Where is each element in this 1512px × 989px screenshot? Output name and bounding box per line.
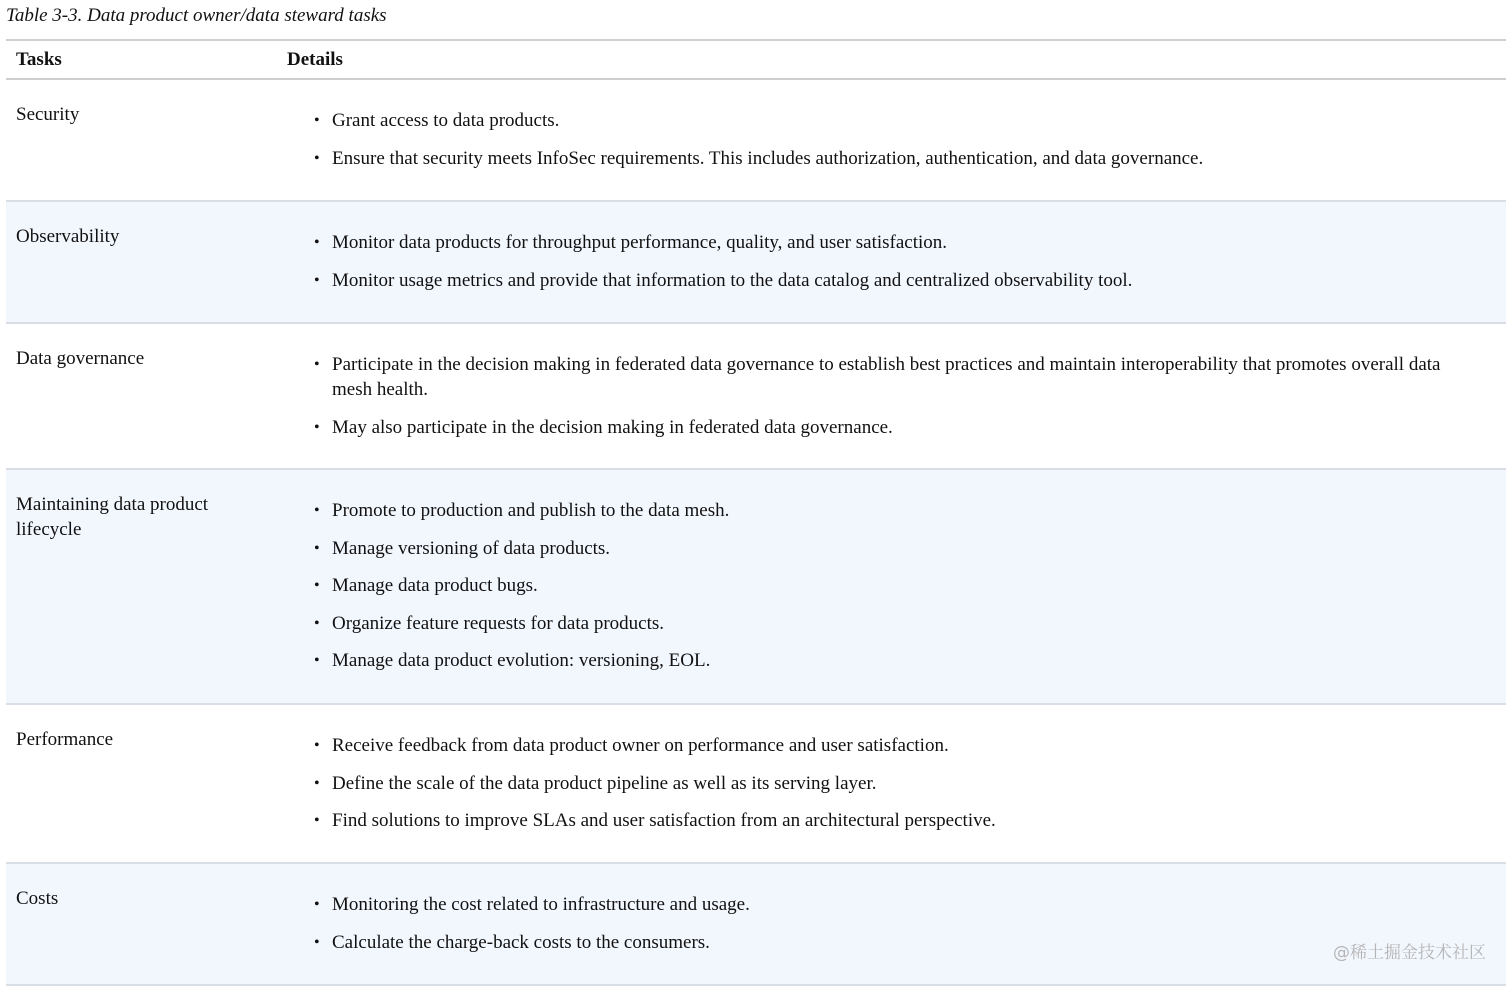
list-item bbox=[314, 611, 1476, 636]
bullet-icon: • bbox=[314, 418, 320, 436]
list-item bbox=[314, 108, 1476, 133]
detail-text: Ensure that security meets InfoSec requirements. This includes authorization, authentication, and data governance. bbox=[332, 147, 1204, 169]
detail-text: Manage versioning of data products. bbox=[332, 537, 611, 559]
list-item bbox=[314, 536, 1476, 561]
table-row bbox=[6, 324, 1506, 470]
tasks-table bbox=[6, 39, 1506, 986]
detail-text: Define the scale of the data product pipeline as well as its serving layer. bbox=[332, 772, 877, 794]
bullet-icon: • bbox=[314, 614, 320, 632]
task-cell: Costs bbox=[16, 888, 59, 909]
header-tasks: Tasks bbox=[16, 48, 62, 70]
bullet-icon: • bbox=[314, 502, 320, 519]
detail-text: Find solutions to improve SLAs and user satisfaction from an architectural perspective. bbox=[332, 810, 996, 831]
details-cell bbox=[287, 80, 1506, 200]
detail-text: Organize feature requests for data products. bbox=[332, 612, 665, 634]
detail-text: Monitor data products for throughput performance, quality, and user satisfaction. bbox=[332, 232, 948, 253]
bullet-icon: • bbox=[314, 149, 320, 167]
table-caption: Table 3-3. Data product owner/data steward tasks bbox=[6, 5, 387, 26]
header-details: Details bbox=[287, 48, 343, 70]
details-list bbox=[287, 108, 1476, 171]
list-item bbox=[314, 268, 1476, 293]
table-row bbox=[6, 470, 1506, 705]
list-item bbox=[314, 930, 1476, 955]
detail-text: Calculate the charge-back costs to the consumers. bbox=[332, 931, 710, 953]
details-cell bbox=[287, 470, 1506, 703]
detail-text: May also participate in the decision making in federated data governance. bbox=[332, 416, 893, 438]
details-list bbox=[287, 230, 1476, 293]
details-list bbox=[287, 733, 1476, 833]
list-item bbox=[314, 498, 1476, 523]
task-cell: Performance bbox=[16, 729, 114, 750]
task-cell: Security bbox=[16, 104, 80, 125]
details-list bbox=[287, 892, 1476, 955]
table-row bbox=[6, 202, 1506, 324]
list-item bbox=[314, 146, 1476, 171]
task-cell: Data governance bbox=[16, 348, 145, 369]
watermark: @稀土掘金技术社区 bbox=[1333, 943, 1486, 963]
list-item bbox=[314, 573, 1476, 598]
list-item bbox=[314, 733, 1476, 758]
bullet-icon: • bbox=[314, 737, 320, 754]
detail-text: Monitoring the cost related to infrastructure and usage. bbox=[332, 894, 750, 915]
details-list bbox=[287, 352, 1476, 440]
detail-text: Promote to production and publish to the data mesh. bbox=[332, 500, 730, 521]
detail-text: Monitor usage metrics and provide that information to the data catalog and centralized observability tool. bbox=[332, 269, 1133, 291]
bullet-icon: • bbox=[314, 539, 320, 557]
bullet-icon: • bbox=[314, 652, 320, 669]
bullet-icon: • bbox=[314, 896, 320, 913]
bullet-icon: • bbox=[314, 234, 320, 251]
details-cell bbox=[287, 202, 1506, 322]
list-item bbox=[314, 648, 1476, 673]
bullet-icon: • bbox=[314, 271, 320, 289]
detail-text: Participate in the decision making in federated data governance to establish best practices and maintain interoperability that promotes overall data mesh health. bbox=[332, 354, 1441, 400]
table-header-row bbox=[6, 41, 1506, 80]
bullet-icon: • bbox=[314, 112, 320, 129]
table-row bbox=[6, 80, 1506, 202]
task-cell: Observability bbox=[16, 226, 120, 247]
list-item bbox=[314, 415, 1476, 440]
detail-text: Receive feedback from data product owner on performance and user satisfaction. bbox=[332, 735, 949, 756]
details-cell bbox=[287, 705, 1506, 862]
list-item bbox=[314, 230, 1476, 255]
list-item bbox=[314, 352, 1476, 402]
bullet-icon: • bbox=[314, 933, 320, 951]
detail-text: Manage data product evolution: versioning, EOL. bbox=[332, 650, 711, 671]
bullet-icon: • bbox=[314, 774, 320, 792]
bullet-icon: • bbox=[314, 356, 320, 373]
list-item bbox=[314, 771, 1476, 796]
details-cell bbox=[287, 864, 1506, 984]
detail-text: Manage data product bugs. bbox=[332, 575, 538, 596]
list-item bbox=[314, 892, 1476, 917]
details-list bbox=[287, 498, 1476, 673]
details-cell bbox=[287, 324, 1506, 468]
list-item bbox=[314, 808, 1476, 833]
bullet-icon: • bbox=[314, 577, 320, 594]
detail-text: Grant access to data products. bbox=[332, 110, 560, 131]
table-row bbox=[6, 705, 1506, 864]
table-row bbox=[6, 864, 1506, 986]
bullet-icon: • bbox=[314, 812, 320, 829]
task-cell: Maintaining data product lifecycle bbox=[16, 494, 209, 540]
